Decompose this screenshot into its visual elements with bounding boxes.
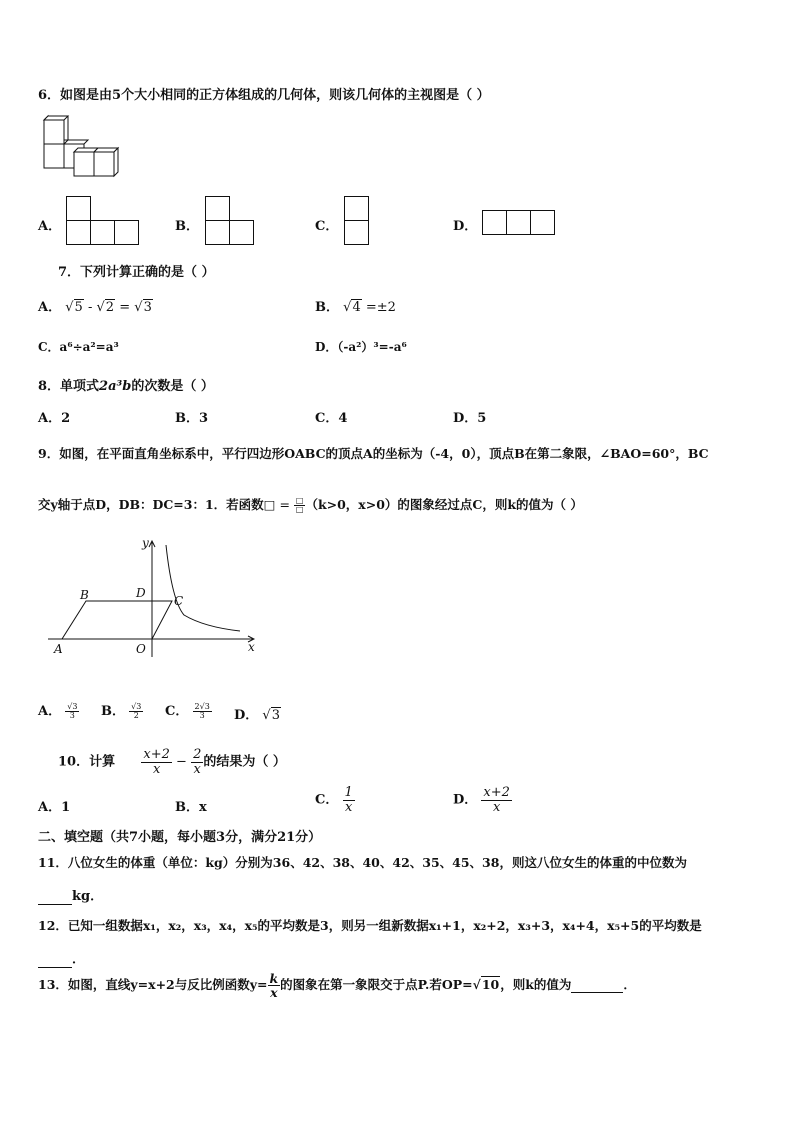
q6-text: 6．如图是由5个大小相同的正方体组成的几何体，则该几何体的主视图是（ ） [38,88,490,103]
q7-option-a-sqrt-5: √5 [65,300,83,315]
q13-text: 13．如图，直线y=x+2与反比例函数y= $\frac{k}{x}$ 的图象在第一象限交于点P.若OP=√10，则k的值为 ． [38,971,636,1001]
q7-option-a[interactable] [38,296,153,315]
q10-option-c[interactable]: C． $\frac{1}{x}$ [315,785,353,815]
q9-option-d[interactable]: D． √3 [234,708,280,723]
q9-option-b[interactable]: B． $\frac{√3}{2}$ [101,701,142,720]
q13-fraction: $\frac{k}{x}$ [269,971,279,1001]
q7-option-a-minus: - [87,300,93,315]
q8-option-c[interactable]: C．4 [315,411,348,426]
q9-label-y: y [142,536,149,550]
q7-option-a-sqrt-2: √2 [96,300,115,315]
q9-fraction-placeholder: $\frac{□}{□}$ [295,495,304,514]
q6-option-c-label[interactable]: C． [315,219,339,234]
q10-option-b[interactable]: B．x [175,800,207,815]
q9-missing-glyph: □ = [263,497,294,512]
q9-label-o: O [136,642,146,656]
q12-answer-blank[interactable] [38,952,72,968]
section-2-heading: 二、填空题（共7小题，每小题3分，满分21分） [38,830,322,845]
q8-option-d[interactable]: D．5 [453,411,487,426]
q10-option-a[interactable]: A．1 [38,800,71,815]
q7-option-b-rest: =±2 [365,300,396,315]
q7-option-a-sqrt-3: √3 [134,300,152,315]
q6-solid-figure [40,112,125,180]
q11-line1: 11．八位女生的体重（单位：kg）分别为36、42、38、40、42、35、45、38，则这八位女生的体重的中位数为 [38,855,687,870]
q6-option-b-label[interactable]: B． [175,219,199,234]
q7-option-c[interactable]: C．a⁶÷a²=a³ [38,340,119,354]
q8-option-b[interactable]: B．3 [175,411,209,426]
q7-option-a-eq: = [119,300,131,315]
q7-option-d[interactable]: D．（-a²）³=-a⁶ [315,340,407,354]
q7-text: 7．下列计算正确的是（ ） [58,265,215,280]
q10-fraction-1: $\frac{x+2}{x}$ [143,747,170,777]
q8-option-a[interactable]: A．2 [38,411,71,426]
q12-line1: 12．已知一组数据x₁，x₂，x₃，x₄，x₅的平均数是3，则另一组新数据x₁+1，x₂+2，x₃+3，x₄+4，x₅+5的平均数是 [38,918,702,933]
q9-label-c: C [174,594,184,608]
q11-line2: kg． [38,885,103,905]
q6-option-d-label[interactable]: D． [453,219,478,234]
q9-line2: 交y轴于点D，DB：DC=3：1．若函数□ = $\frac{□}{□}$ （k>0，x>0）的图象经过点C，则k的值为（ ） [38,495,583,514]
q9-label-d: D [136,586,146,600]
q13-answer-blank[interactable] [571,977,623,993]
q10-fraction-2: $\frac{2}{x}$ [193,747,202,777]
q6-option-a-label[interactable]: A． [38,219,62,234]
q8-text: 8．单项式2a³b的次数是（ ） [38,379,214,394]
q6-option-a-figure[interactable] [66,196,140,246]
q7-option-a-label: A． [38,300,62,315]
q10-option-d[interactable]: D． $\frac{x+2}{x}$ [453,785,510,815]
q9-option-c[interactable]: C． $\frac{2√3}{3}$ [165,701,210,720]
q9-label-a: A [54,642,63,656]
q8-expression: 2a³b [99,379,132,394]
q10-text: 10．计算 $\frac{x+2}{x}$ − $\frac{2}{x}$ 的结果为（ ） [58,747,286,777]
q9-line1: 9．如图，在平面直角坐标系中，平行四边形OABC的顶点A的坐标为（-4，0），顶点B在第二象限，∠BAO=60°，BC [38,446,709,461]
q12-line2: ． [38,948,85,968]
q11-answer-blank[interactable] [38,889,72,905]
q9-label-x: x [248,640,255,654]
q6-option-b-figure[interactable] [205,196,255,246]
q9-coordinate-figure [44,535,264,660]
q7-option-b-label: B． [315,300,339,315]
q9-option-a[interactable]: A． $\frac{√3}{3}$ [38,701,78,720]
q7-option-b-sqrt-4: √4 [343,300,361,315]
q13-sqrt-10: √10 [472,977,500,993]
q9-label-b: B [80,588,89,602]
q7-option-b[interactable] [315,296,396,315]
q6-option-c-figure[interactable] [344,196,370,246]
q6-option-d-figure[interactable] [482,210,558,236]
